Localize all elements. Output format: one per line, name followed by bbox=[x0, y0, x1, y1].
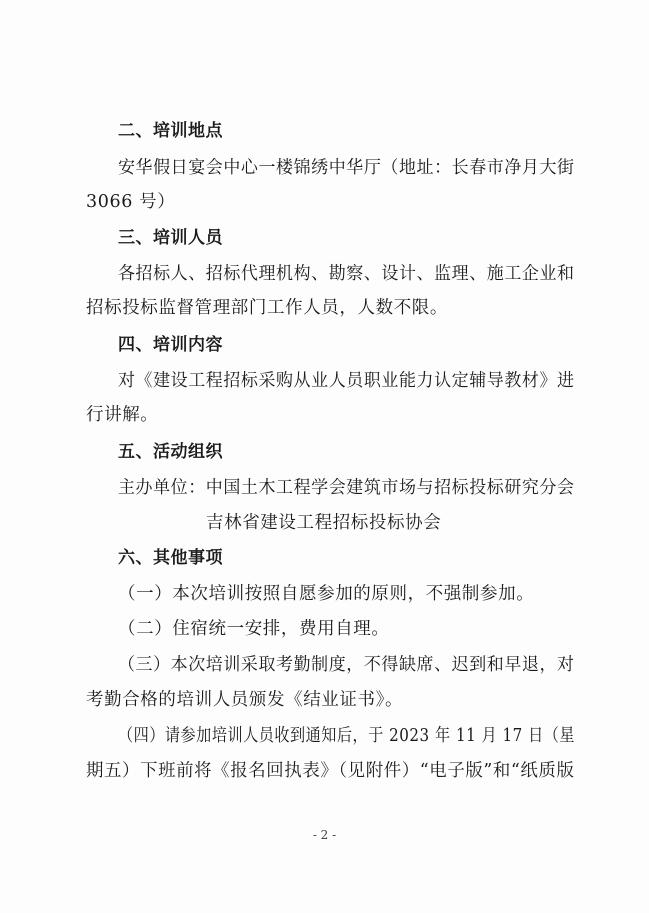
other-item-1: （一）本次培训按照自愿参加的原则，不强制参加。 bbox=[118, 584, 535, 604]
participants-line-2: 招标投标监督管理部门工作人员，人数不限。 bbox=[86, 298, 448, 318]
section-heading-other-matters: 六、其他事项 bbox=[118, 548, 223, 568]
content-line-2: 行讲解。 bbox=[86, 405, 159, 425]
other-item-4-line-1: （四）请参加培训人员收到通知后，于 2023 年 11 月 17 日（星 bbox=[118, 726, 576, 746]
section-heading-location: 二、培训地点 bbox=[118, 121, 223, 141]
other-item-4-line-2: 期五）下班前将《报名回执表》（见附件）“电子版”和“纸质版 bbox=[86, 761, 575, 781]
other-item-2: （二）住宿统一安排，费用自理。 bbox=[118, 619, 390, 639]
location-line-2: 3066 号） bbox=[86, 192, 176, 212]
organizer-line-1: 主办单位：中国土木工程学会建筑市场与招标投标研究分会 bbox=[118, 478, 575, 498]
section-heading-organization: 五、活动组织 bbox=[118, 442, 223, 462]
page-number: - 2 - bbox=[312, 828, 337, 842]
section-heading-content: 四、培训内容 bbox=[118, 335, 223, 355]
other-item-3-line-1: （三）本次培训采取考勤制度，不得缺席、迟到和早退，对 bbox=[118, 655, 575, 675]
other-item-3-line-2: 考勤合格的培训人员颁发《结业证书》。 bbox=[86, 690, 404, 710]
section-heading-participants: 三、培训人员 bbox=[118, 228, 223, 248]
participants-line-1: 各招标人、招标代理机构、勘察、设计、监理、施工企业和 bbox=[118, 264, 575, 284]
location-line-1: 安华假日宴会中心一楼锦绣中华厅（地址：长春市净月大街 bbox=[118, 158, 575, 178]
organizer-line-2: 吉林省建设工程招标投标协会 bbox=[206, 513, 442, 533]
content-line-1: 对《建设工程招标采购从业人员职业能力认定辅导教材》进 bbox=[118, 371, 575, 391]
